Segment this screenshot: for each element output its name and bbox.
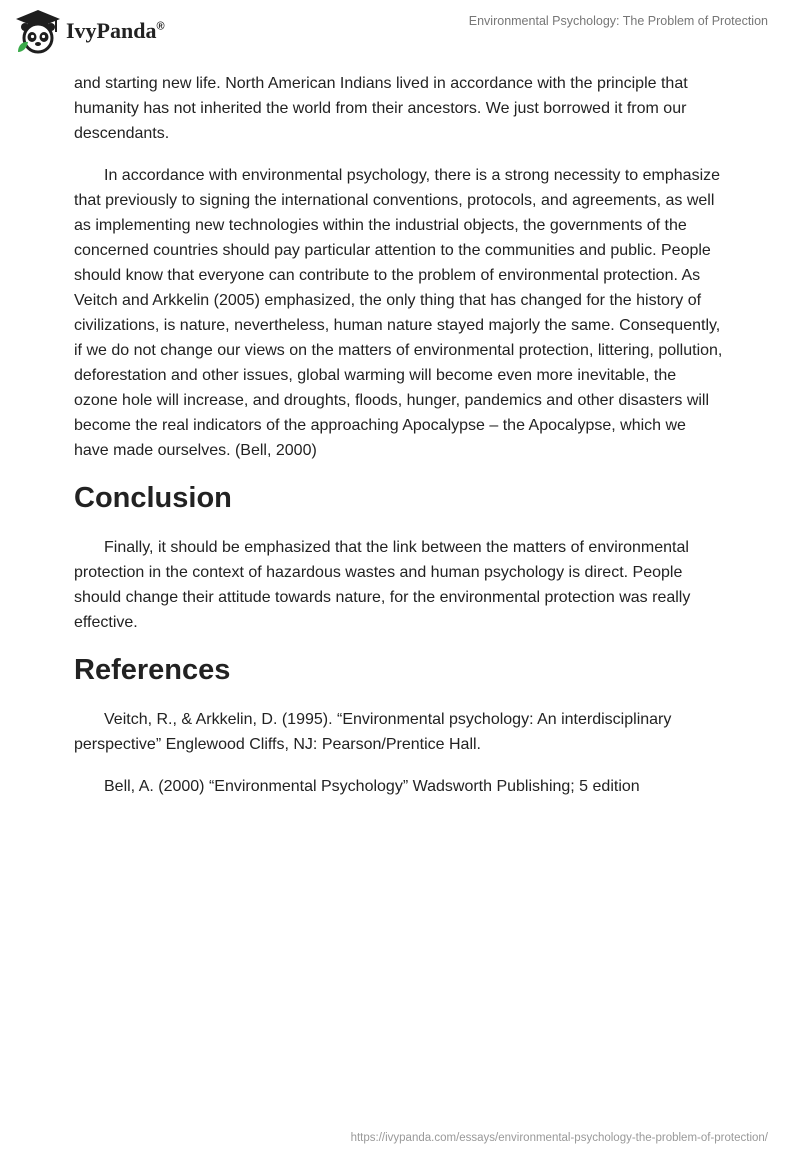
page-header xyxy=(0,0,800,70)
reference-item: Bell, A. (2000) “Environmental Psychology” Wadsworth Publishing; 5 edition xyxy=(104,778,640,795)
reference-item: Veitch, R., & Arkkelin, D. (1995). “Environmental psychology: An interdisciplinary perspective” Englewood Cliffs, NJ: Pearson/Prentice Hall. xyxy=(74,711,672,753)
references-heading: References xyxy=(74,654,231,686)
panda-graduate-icon xyxy=(14,8,62,54)
running-title: Environmental Psychology: The Problem of Protection xyxy=(468,14,768,28)
paragraph-continuation: and starting new life. North American Indians lived in accordance with the principle that humanity has not inherited the world from their ancestors. We just borrowed it from our descendants. xyxy=(74,75,688,142)
footer-url[interactable]: https://ivypanda.com/essays/environmental-psychology-the-problem-of-protection/ xyxy=(350,1132,768,1144)
conclusion-paragraph: Finally, it should be emphasized that the link between the matters of environmental protection in the context of hazardous wastes and human psychology is direct. People should change their attitude towards nature, for the environmental protection was really effective. xyxy=(74,539,691,631)
ivypanda-logo[interactable] xyxy=(14,8,165,54)
essay-content xyxy=(74,71,724,816)
conclusion-heading: Conclusion xyxy=(74,482,232,514)
brand-name: IvyPanda® xyxy=(66,18,165,43)
registered-mark: ® xyxy=(156,20,165,33)
paragraph-environmental-psychology: In accordance with environmental psychology, there is a strong necessity to emphasize that previously to signing the international conventions, protocols, and agreements, as well as implementing new technologies within the industrial objects, the governments of the concerned countries should pay particular attention to the communities and public. People should know that everyone can contribute to the problem of environmental protection. As Veitch and Arkkelin (2005) emphasized, the only thing that has changed for the history of civilizations, is nature, nevertheless, human nature stayed majorly the same. Consequently, if we do not change our views on the matters of environmental protection, littering, pollution, deforestation and other issues, global warming will become even more inevitable, the ozone hole will increase, and droughts, floods, hunger, pandemics and other disasters will become the real indicators of the approaching Apocalypse – the Apocalypse, which we have made ourselves. (Bell, 2000) xyxy=(74,167,723,459)
